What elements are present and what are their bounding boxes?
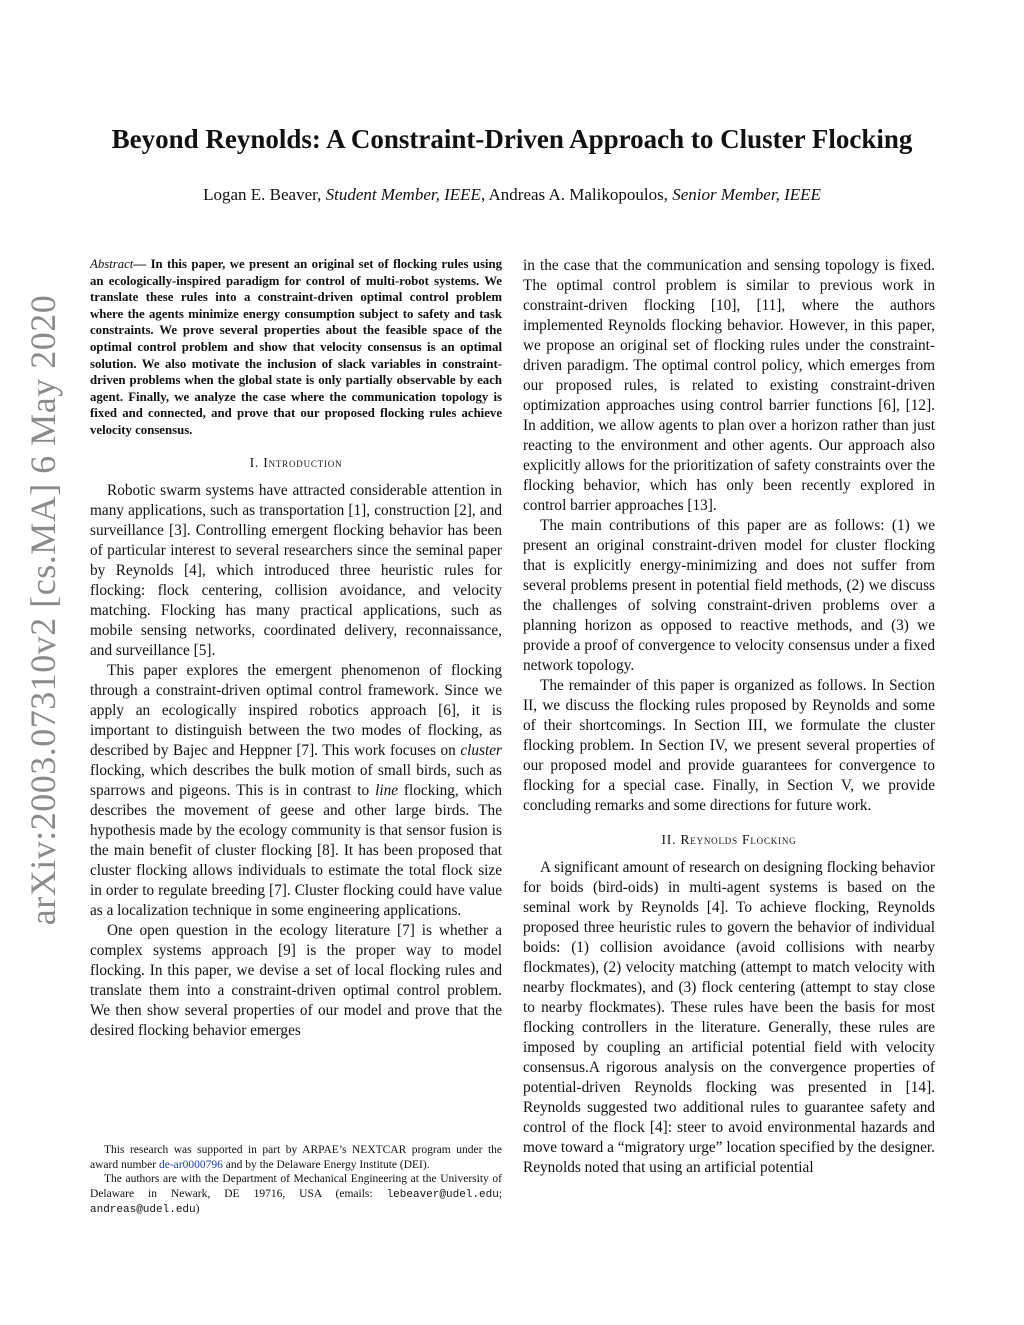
abstract (90, 256, 502, 439)
footnotes (90, 1143, 502, 1218)
intro-paragraph-1: Robotic swarm systems have attracted considerable attention in many applications, such as transportation [1], construction [2], and surveillance [3]. Controlling emergent flocking behavior has been of particular interest to several researchers since the seminal paper by Reynolds [4], which introduced three heuristic rules for flocking: flock centering, collision avoidance, and velocity matching. Flocking has many practical applications, such as mobile sensing networks, coordinated delivery, reconnaissance, and surveillance [5]. (90, 481, 502, 659)
abstract-text: In this paper, we present an original set of flocking rules using an ecologically-inspired paradigm for control of multi-robot systems. We translate these rules into a constraint-driven optimal control problem where the agents minimize energy consumption subject to safety and task constraints. We prove several properties about the feasible space of the optimal control problem and show that velocity consensus is an optimal solution. We also motivate the inclusion of slack variables in constraint-driven problems when the global state is only partially observable by each agent. Finally, we analyze the case where the communication topology is fixed and connected, and prove that our proposed flocking rules achieve velocity consensus. (90, 257, 502, 437)
section-number: II. (661, 832, 677, 847)
intro-paragraph-2-part-c: flocking, which describes the movement of geese and other large birds. The hypothesis made by the ecology community is that sensor fusion is the main benefit of cluster flocking [8]. It has been proposed that cluster flocking allows individuals to estimate the total flock size in order to regulate breeding [7]. Cluster flocking could have value as a localization technique in some engineering applications. (90, 781, 502, 919)
section-title: Introduction (263, 454, 343, 470)
intro-paragraph-3: One open question in the ecology literature [7] is whether a complex systems approach [9] is the proper way to model flocking. In this paper, we devise a set of local flocking rules and translate them into a constraint-driven optimal control problem. We then show several properties of our model and prove that the desired flocking behavior emerges (90, 921, 502, 1039)
abstract-label: Abstract (90, 257, 134, 271)
arxiv-identifier-text: arXiv:2003.07310v2 [cs.MA] 6 May 2020 (23, 294, 63, 926)
left-column (90, 256, 502, 1041)
intro-paragraph-5: The remainder of this paper is organized as follows. In Section II, we discuss the flocking rules proposed by Reynolds and some of their shortcomings. In Section III, we formulate the cluster flocking problem. In Section IV, we present several properties of our proposed model and provide guarantees for convergence to flocking for a special case. Finally, in Section V, we provide concluding remarks and some directions for future work. (523, 677, 935, 814)
grant-number-link[interactable]: de-ar0000796 (158, 1158, 223, 1171)
emphasis-cluster: cluster (460, 741, 502, 759)
email-author-1: lebeaver@udel.edu (386, 1188, 499, 1201)
right-column (523, 256, 935, 1178)
section-number: I. (249, 454, 260, 470)
arxiv-identifier-stamp (18, 294, 68, 926)
intro-paragraph-4: The main contributions of this paper are as follows: (1) we present an original constraint-driven model for cluster flocking that is explicitly energy-minimizing and does not suffer from several problems present in potential field methods, (2) we discuss the challenges of solving constraint-driven problems over a planning horizon as opposed to reactive methods, and (3) we provide a proof of convergence to velocity consensus under a fixed network topology. (523, 517, 935, 674)
footnote-funding-text: This research was supported in part by ARPAE’s NEXTCAR program under the award number (90, 1144, 502, 1171)
author-1-role: Student Member, IEEE (325, 185, 481, 204)
author-2-name: , Andreas A. Malikopoulos, (480, 185, 668, 204)
author-1-name: Logan E. Beaver, (203, 185, 322, 204)
intro-paragraph-3-continued: in the case that the communication and sensing topology is fixed. The optimal control problem is similar to previous work in constraint-driven flocking [10], [11], where the authors implemented Reynolds flocking behavior. However, in this paper, we propose an original set of flocking rules under the constraint-driven paradigm. The optimal control policy, which emerges from our proposed rules, is related to existing constraint-driven optimization approaches using control barrier functions [6], [12]. In addition, we allow agents to plan over a horizon rather than just reacting to the environment and other agents. Our approach also explicitly allows for the prioritization of safety constraints over the flocking behavior, which has only been recently explored in control barrier approaches [13]. (523, 257, 935, 514)
email-separator: ; (498, 1187, 502, 1200)
author-2-role: Senior Member, IEEE (672, 185, 821, 204)
intro-paragraph-2-part-a: This paper explores the emergent phenomenon of flocking through a constraint-driven optimal control framework. Since we apply an ecologically inspired robotics approach [6], it is important to distinguish between the two modes of flocking, as described by Bajec and Heppner [7]. This work focuses on (90, 661, 502, 759)
footnote-funding (90, 1143, 502, 1172)
section-heading-reynolds-flocking (523, 830, 935, 850)
footnote-affiliation (90, 1172, 502, 1218)
reynolds-paragraph-1: A significant amount of research on designing flocking behavior for boids (bird-oids) in multi-agent systems is based on the seminal work by Reynolds [4]. To achieve flocking, Reynolds proposed three heuristic rules to govern the behavior of individual boids: (1) collision avoidance (avoid collisions with nearby flockmates), (2) velocity matching (attempt to match velocity with nearby flockmates), and (3) flock centering (attempt to stay close to nearby flockmates). These rules have been the basis for most flocking controllers in the literature. Generally, these rules are imposed by coupling an artificial potential field with velocity consensus.A rigorous analysis on the convergence properties of potential-driven Reynolds flocking was presented in [14]. Reynolds suggested two additional rules to guarantee safety and control of the flock [4]: steer to avoid environmental hazards and move toward a “migratory urge” location specified by the designer. Reynolds noted that using an artificial potential (523, 859, 935, 1176)
paper-title: Beyond Reynolds: A Constraint-Driven Approach to Cluster Flocking (111, 124, 913, 154)
section-title: Reynolds Flocking (680, 832, 797, 847)
section-heading-introduction (90, 453, 502, 473)
abstract-dash: — (133, 257, 147, 271)
footnote-affiliation-text: The authors are with the Department of Mechanical Engineering at the University of Delaware in Newark, DE 19716, USA (emails: (90, 1173, 502, 1200)
footnote-affiliation-tail: ) (195, 1203, 200, 1216)
email-author-2: andreas@udel.edu (90, 1204, 196, 1217)
intro-paragraph-2 (90, 661, 502, 921)
footnote-funding-tail: and by the Delaware Energy Institute (DEI). (222, 1158, 430, 1171)
emphasis-line: line (375, 781, 399, 799)
author-line (60, 184, 964, 206)
intro-paragraph-2-part-b: flocking, which describes the bulk motion of small birds, such as sparrows and pigeons. This is in contrast to (90, 761, 502, 799)
